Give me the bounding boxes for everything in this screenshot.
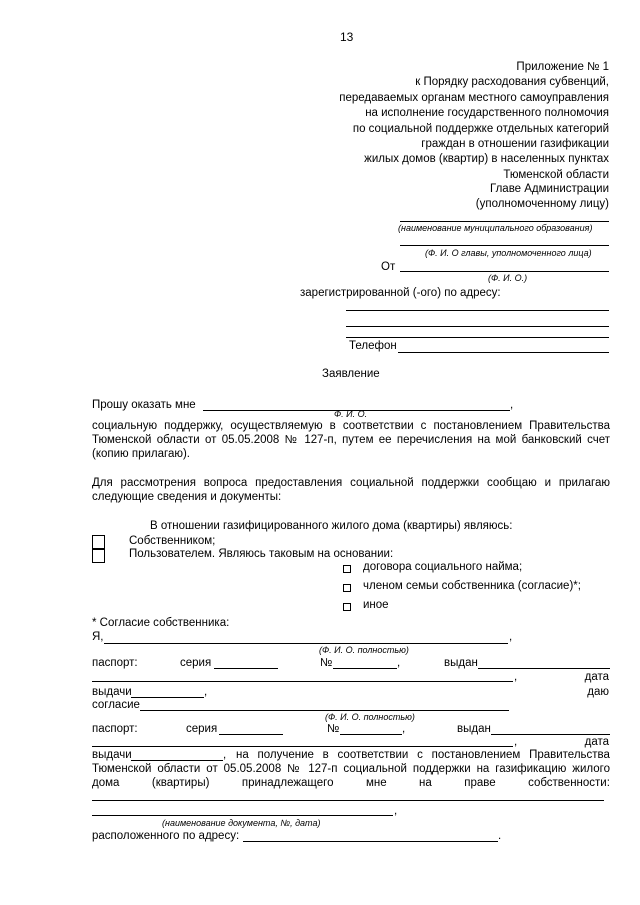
number-line-2: [340, 734, 402, 735]
issued-by-line: [92, 681, 513, 682]
municipality-line: [400, 221, 609, 222]
issued-line-2: [491, 734, 610, 735]
issued-label: выдан: [444, 657, 478, 669]
appendix-line: граждан в отношении газификации: [421, 138, 609, 151]
issue-date-label-2: выдачи: [92, 749, 132, 761]
option-checkbox-family[interactable]: [343, 584, 351, 592]
docs-intro-line-2: следующие сведения и документы:: [92, 491, 282, 503]
caption-fio: (Ф. И. О.): [488, 273, 528, 283]
appendix-line: к Порядку расходования субвенций,: [415, 76, 609, 89]
appendix-line: Тюменской области: [503, 168, 609, 181]
number-label: №: [320, 657, 333, 669]
series-line: [214, 668, 278, 669]
option-other: иное: [363, 599, 389, 611]
owner-checkbox[interactable]: [92, 535, 105, 549]
owner-label: Собственником;: [129, 535, 216, 547]
caption-request-fio: Ф. И. О.: [334, 409, 368, 419]
request-line-2: Тюменской области от 05.05.2008 № 127-п, путем ее перечисления на мой банковский счет: [92, 434, 610, 446]
appendix-line: передаваемых органам местного самоуправления: [339, 91, 609, 104]
issued-by-line-2: [92, 746, 513, 747]
number-line: [333, 668, 397, 669]
option-family: членом семьи собственника (согласие)*;: [363, 580, 581, 592]
address-line-2: [346, 326, 609, 327]
option-checkbox-social-lease[interactable]: [343, 565, 351, 573]
date-label-2: дата: [584, 736, 609, 748]
request-line-3: (копию прилагаю).: [92, 448, 190, 460]
consent-word: согласие: [92, 699, 140, 711]
option-social-lease: договора социального найма;: [363, 561, 523, 573]
ownership-doc-line-1: [92, 800, 604, 801]
issue-date-label: выдачи: [92, 686, 132, 698]
appendix-line: по социальной поддержке отдельных категорий: [352, 122, 609, 135]
number-label-2: №: [327, 723, 340, 735]
user-label: Пользователем. Являюсь таковым на основании:: [129, 548, 394, 560]
request-prefix: Прошу оказать мне: [92, 399, 196, 411]
addressee-title: Главе Администрации: [490, 183, 609, 195]
passport-label: паспорт:: [92, 657, 138, 669]
caption-head: (Ф. И. О главы, уполномоченного лица): [425, 248, 592, 258]
address-line-3: [346, 337, 609, 338]
registered-label: зарегистрированной (-ого) по адресу:: [300, 287, 501, 299]
issued-line: [478, 668, 610, 669]
consent-heading: * Согласие собственника:: [92, 617, 230, 629]
head-name-line: [400, 245, 609, 246]
issued-label-2: выдан: [457, 723, 491, 735]
appendix-line: жилых домов (квартир) в населенных пунктах: [364, 153, 609, 166]
addressee-subtitle: (уполномоченному лицу): [475, 198, 609, 210]
issue-date-line-2: [131, 760, 223, 761]
phone-label: Телефон: [349, 340, 397, 352]
series-label: серия: [180, 657, 212, 669]
date-label: дата: [584, 671, 609, 683]
document-title: Заявление: [322, 368, 380, 380]
issue-date-line: [131, 697, 204, 698]
address-line-1: [346, 310, 609, 311]
appendix-line: Приложение № 1: [516, 61, 609, 73]
consent-para-line-3: дома (квартиры) принадлежащего мне на праве собственности:: [92, 777, 610, 789]
consent-person-line: [140, 710, 509, 711]
caption-municipality: (наименование муниципального образования): [398, 223, 593, 233]
caption-doc: (наименование документа, №, дата): [162, 818, 321, 828]
page-number: 13: [340, 30, 354, 44]
located-label: расположенного по адресу:: [92, 830, 240, 842]
from-label: От: [381, 261, 396, 273]
phone-line: [398, 352, 609, 353]
give-label: даю: [587, 686, 609, 698]
passport-label-2: паспорт:: [92, 723, 138, 735]
caption-full-name-2: (Ф. И. О. полностью): [325, 712, 415, 722]
ownership-doc-line-2: [92, 815, 393, 816]
option-checkbox-other[interactable]: [343, 603, 351, 611]
caption-full-name: (Ф. И. О. полностью): [319, 645, 409, 655]
status-heading: В отношении газифицированного жилого дома (квартиры) являюсь:: [150, 520, 513, 532]
series-label-2: серия: [186, 723, 218, 735]
consent-ya: Я,: [92, 631, 104, 643]
request-line-1: социальную поддержку, осуществляемую в соответствии с постановлением Правительства: [92, 420, 610, 432]
appendix-block: [339, 60, 609, 183]
docs-intro-line-1: Для рассмотрения вопроса предоставления социальной поддержки сообщаю и прилагаю: [92, 477, 610, 489]
consent-para-line-2: Тюменской области от 05.05.2008 № 127-п социальной поддержки на газификацию жилого: [92, 763, 610, 775]
located-line: [243, 841, 498, 842]
appendix-line: на исполнение государственного полномочия: [365, 107, 609, 120]
consent-name-line: [104, 643, 508, 644]
series-line-2: [219, 734, 283, 735]
from-line: [400, 271, 609, 272]
consent-para-line-1: на получение в соответствии с постановлением Правительства: [236, 749, 610, 761]
user-checkbox[interactable]: [92, 549, 105, 563]
